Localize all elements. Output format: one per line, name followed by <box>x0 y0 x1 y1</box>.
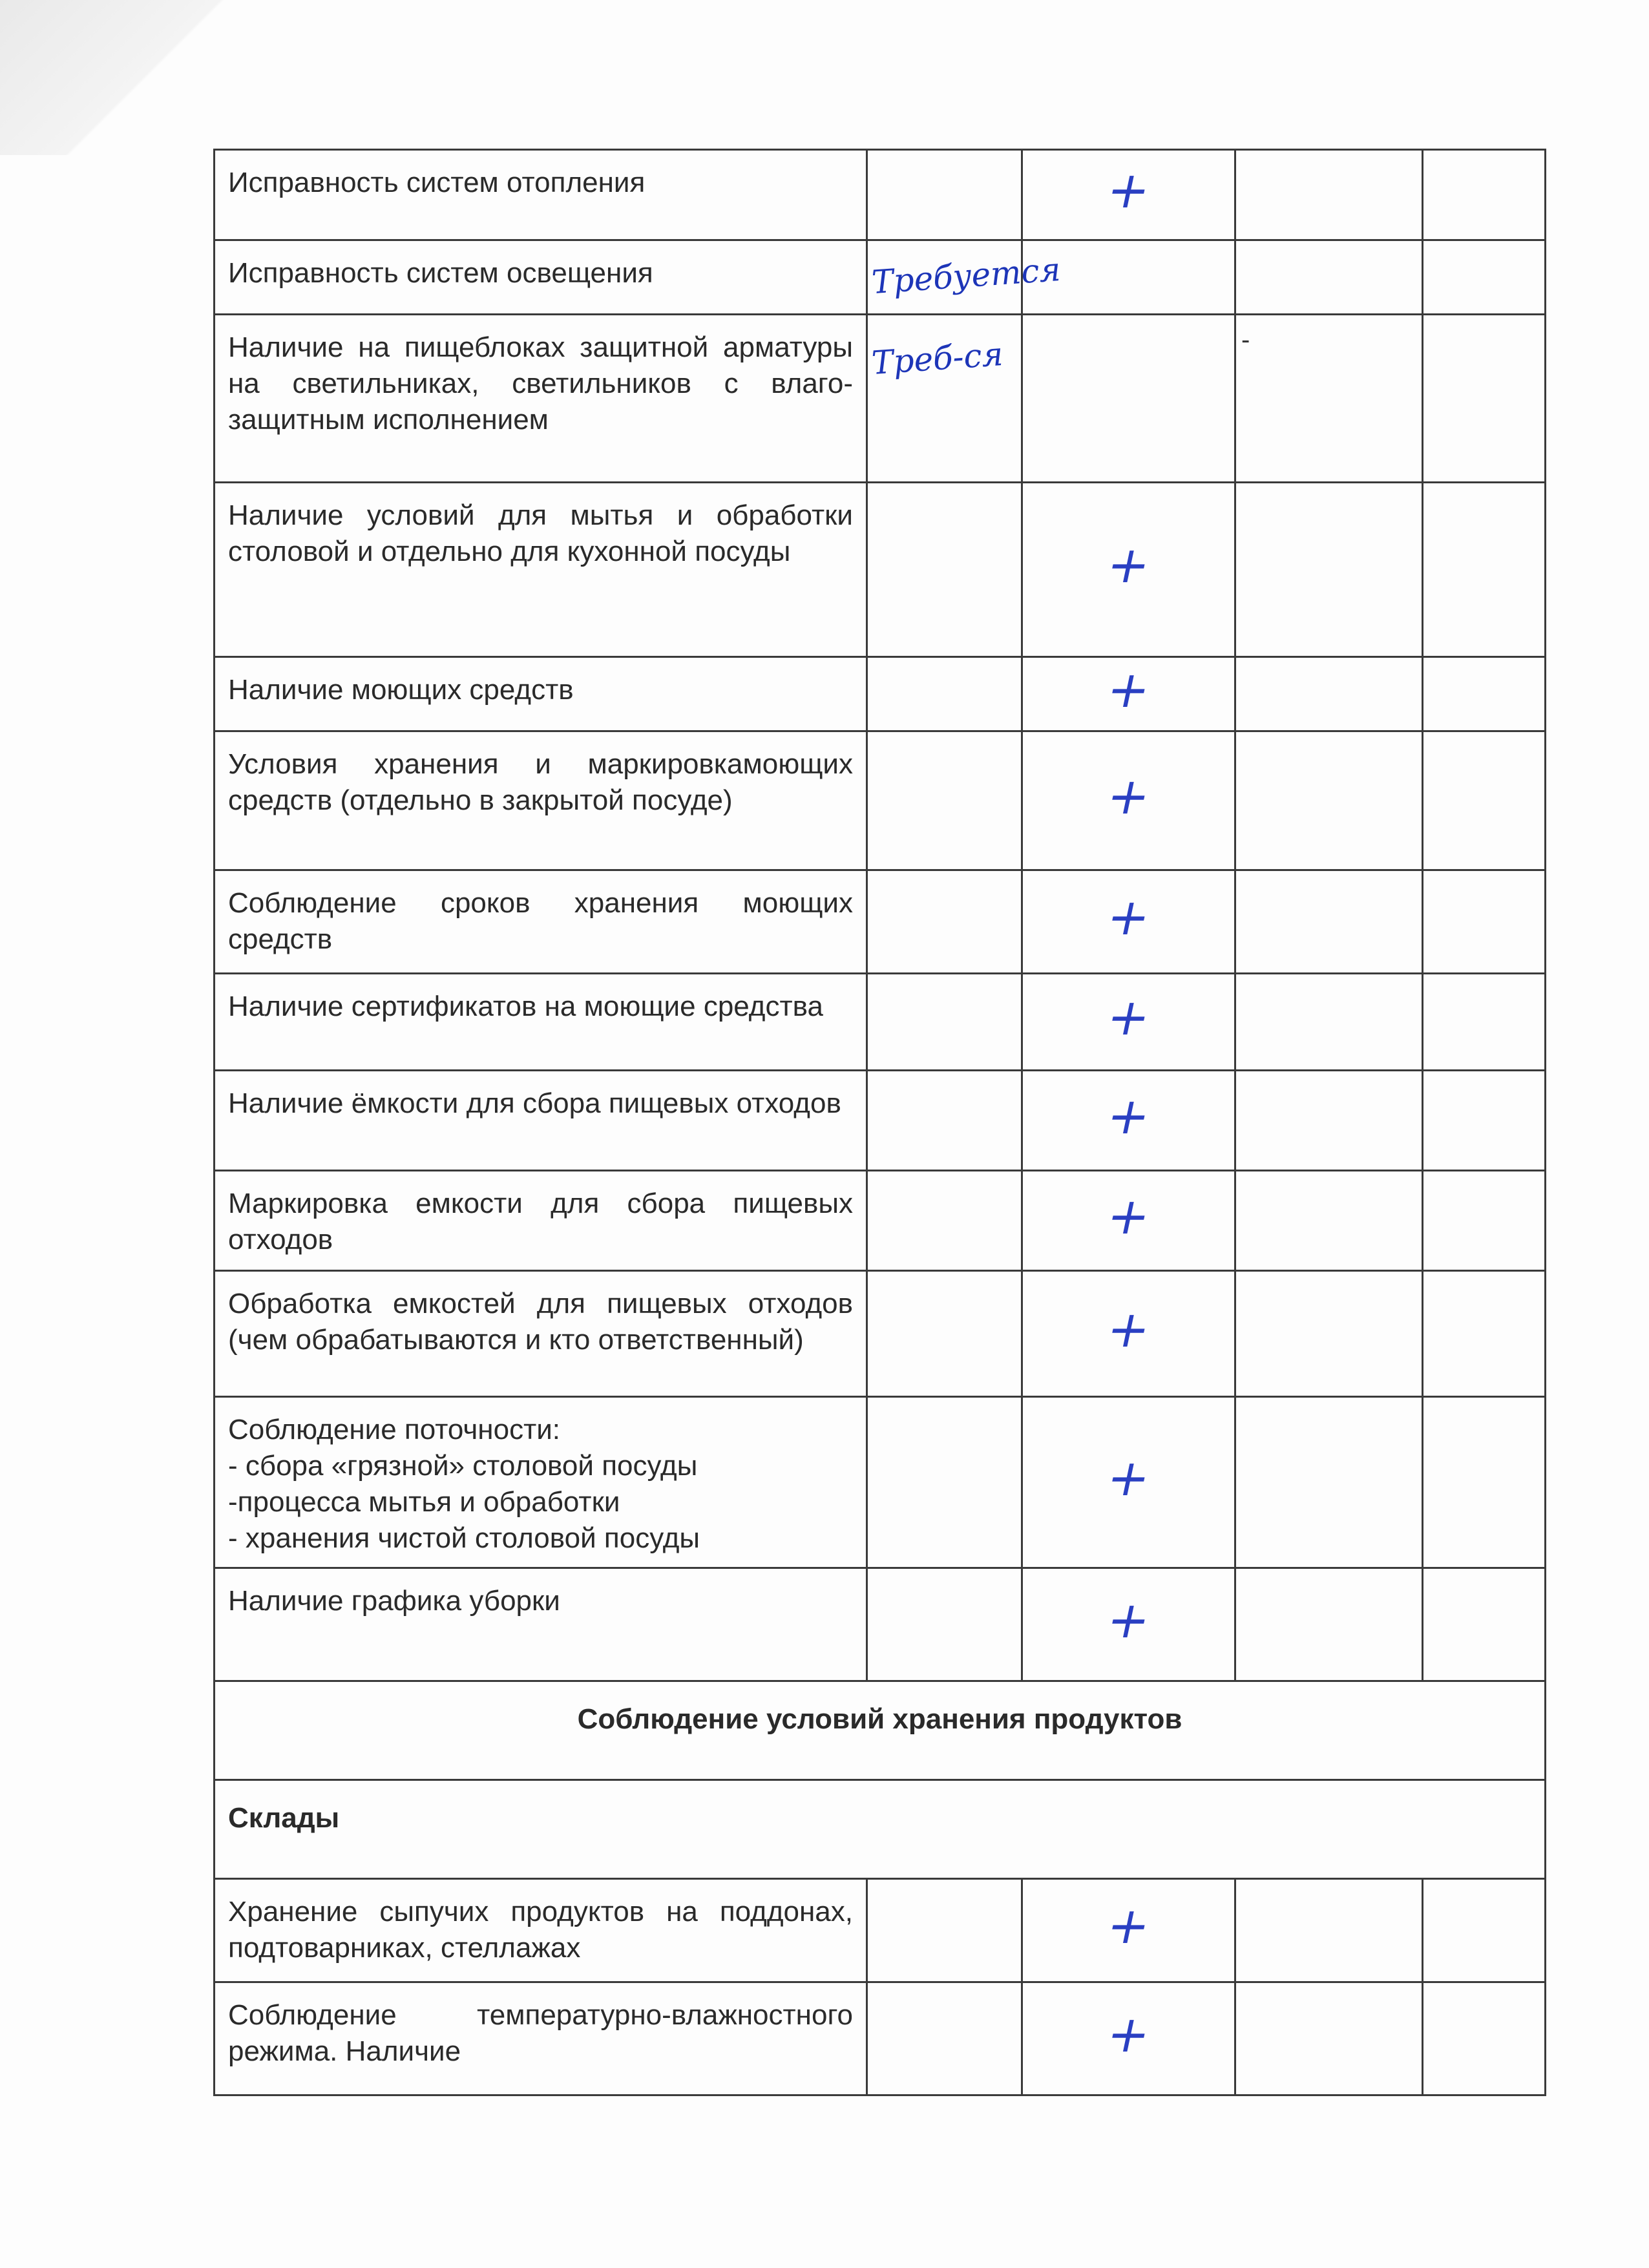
empty-cell <box>1235 1071 1423 1171</box>
empty-cell <box>1423 1071 1546 1171</box>
extra-cell <box>1235 315 1423 483</box>
empty-cell <box>1235 731 1423 870</box>
handwritten-plus: + <box>1101 1187 1156 1246</box>
subsection-title: Склады <box>215 1780 1546 1879</box>
handwritten-plus: + <box>1101 660 1156 719</box>
note-cell <box>867 1879 1022 1982</box>
table-row <box>215 1879 1546 1982</box>
handwritten-plus: + <box>1101 1591 1156 1650</box>
table-row <box>215 315 1546 483</box>
empty-cell <box>1423 150 1546 240</box>
empty-cell <box>1235 1568 1423 1681</box>
mark-cell <box>1022 1171 1235 1271</box>
note-cell <box>867 1271 1022 1397</box>
empty-cell <box>1423 657 1546 731</box>
note-cell <box>867 483 1022 657</box>
empty-cell <box>1235 1879 1423 1982</box>
mark-cell <box>1022 731 1235 870</box>
table-row <box>215 483 1546 657</box>
mark-cell <box>1022 1071 1235 1171</box>
empty-cell <box>1235 974 1423 1071</box>
note-cell <box>867 974 1022 1071</box>
table-row <box>215 1397 1546 1568</box>
empty-cell <box>1423 1397 1546 1568</box>
table-row <box>215 731 1546 870</box>
mark-cell <box>1022 1982 1235 2095</box>
mark-cell <box>1022 1568 1235 1681</box>
criterion-cell: Наличие графика уборки <box>215 1568 867 1681</box>
mark-cell <box>1022 150 1235 240</box>
handwritten-note: Требуется <box>870 250 1062 302</box>
empty-cell <box>1423 315 1546 483</box>
handwritten-plus: + <box>1101 1449 1156 1507</box>
handwritten-plus: + <box>1101 888 1156 947</box>
mark-cell <box>1022 657 1235 731</box>
table-row <box>215 1171 1546 1271</box>
empty-cell <box>1235 483 1423 657</box>
note-cell <box>867 731 1022 870</box>
empty-cell <box>1423 974 1546 1071</box>
note-cell <box>867 870 1022 974</box>
empty-cell <box>1423 1879 1546 1982</box>
criterion-cell: Исправность систем отопления <box>215 150 867 240</box>
criterion-cell: Обработка емкостей для пищевых отходов (чем обрабатываются и кто ответственный) <box>215 1271 867 1397</box>
page-corner-fold <box>0 0 246 155</box>
note-cell <box>867 240 1062 315</box>
mark-cell <box>1022 483 1235 657</box>
mark-cell <box>1022 1879 1235 1982</box>
table-row <box>215 974 1546 1071</box>
table-row <box>215 1071 1546 1171</box>
criterion-cell: Соблюдение сроков хранения моющих средств <box>215 870 867 974</box>
table-row <box>215 1271 1546 1397</box>
handwritten-note: Треб-ся <box>870 335 1005 383</box>
empty-cell <box>1423 1271 1546 1397</box>
table-row <box>215 870 1546 974</box>
handwritten-plus: + <box>1101 162 1156 220</box>
empty-cell <box>1423 870 1546 974</box>
criterion-cell: Наличие ёмкости для сбора пищевых отходов <box>215 1071 867 1171</box>
note-cell <box>867 1397 1022 1568</box>
table-row <box>215 1568 1546 1681</box>
note-cell <box>867 315 1022 483</box>
subsection-row <box>215 1780 1546 1879</box>
table-row <box>215 240 1546 315</box>
mark-cell <box>1022 1271 1235 1397</box>
note-cell <box>867 1171 1022 1271</box>
criterion-cell: Хранение сыпучих продуктов на поддонах, подтоварниках, стеллажах <box>215 1879 867 1982</box>
note-cell <box>867 1982 1022 2095</box>
empty-cell <box>1235 1397 1423 1568</box>
table-row <box>215 657 1546 731</box>
handwritten-plus: + <box>1101 536 1156 594</box>
note-cell <box>867 657 1022 731</box>
empty-cell <box>1423 483 1546 657</box>
mark-cell <box>1022 974 1235 1071</box>
empty-cell <box>1423 731 1546 870</box>
empty-cell <box>1423 1982 1546 2095</box>
criterion-cell: Наличие моющих средств <box>215 657 867 731</box>
note-cell <box>867 1568 1022 1681</box>
table-row <box>215 1982 1546 2095</box>
handwritten-plus: + <box>1101 2005 1156 2064</box>
note-cell <box>867 1071 1022 1171</box>
mark-cell <box>1022 1397 1235 1568</box>
criterion-cell: Наличие на пищеблоках защитной арматуры на светильниках, светильников с влаго-защитным исполнением <box>215 315 867 483</box>
criterion-cell: Наличие сертификатов на моющие средства <box>215 974 867 1071</box>
empty-cell <box>1235 150 1423 240</box>
section-title: Соблюдение условий хранения продуктов <box>215 1681 1546 1780</box>
criterion-cell: Соблюдение температурно-влажностного режима. Наличие <box>215 1982 867 2095</box>
criterion-cell: Исправность систем освещения <box>215 240 867 315</box>
empty-cell <box>1235 870 1423 974</box>
empty-cell <box>1235 657 1423 731</box>
note-cell <box>867 150 1022 240</box>
handwritten-plus: + <box>1101 1897 1156 1955</box>
empty-cell <box>1423 1568 1546 1681</box>
empty-cell <box>1235 1171 1423 1271</box>
empty-cell <box>1235 1271 1423 1397</box>
mark-cell <box>1022 240 1235 315</box>
criterion-cell: Соблюдение поточности: - сбора «грязной» столовой посуды -процесса мытья и обработки - хранения чистой столовой посуды <box>215 1397 867 1568</box>
table-row <box>215 150 1546 240</box>
handwritten-plus: + <box>1101 1087 1156 1146</box>
criterion-cell: Наличие условий для мытья и обработки столовой и отдельно для кухонной посуды <box>215 483 867 657</box>
handwritten-plus: + <box>1101 767 1156 826</box>
section-row <box>215 1681 1546 1780</box>
handwritten-plus: + <box>1101 989 1156 1047</box>
dash-mark: - <box>1241 326 1250 354</box>
criterion-cell: Маркировка емкости для сбора пищевых отходов <box>215 1171 867 1271</box>
handwritten-plus: + <box>1101 1300 1156 1359</box>
empty-cell <box>1235 240 1423 315</box>
empty-cell <box>1235 1982 1423 2095</box>
mark-cell <box>1022 870 1235 974</box>
empty-cell <box>1423 240 1546 315</box>
criterion-cell: Условия хранения и маркировкамоющих средств (отдельно в закрытой посуде) <box>215 731 867 870</box>
empty-cell <box>1423 1171 1546 1271</box>
mark-cell <box>1022 315 1235 483</box>
inspection-table <box>213 149 1546 2096</box>
